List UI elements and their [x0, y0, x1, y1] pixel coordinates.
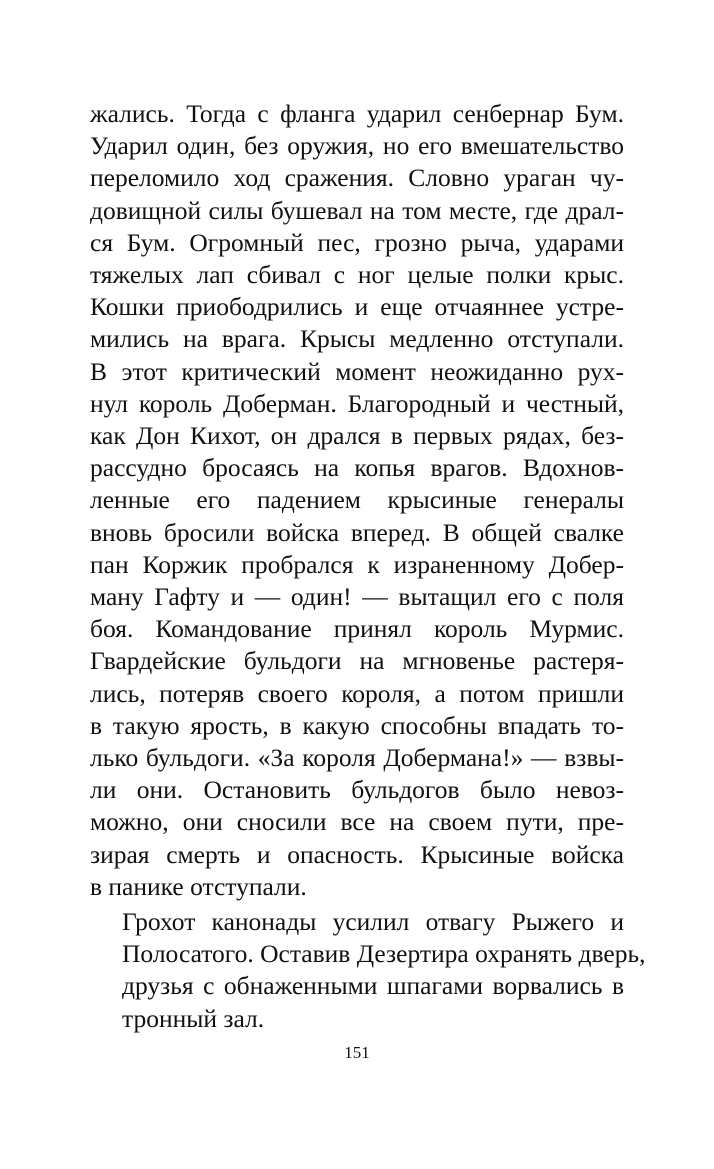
- text-line: Грохот канонады усилил отвагу Рыжего и: [122, 907, 624, 937]
- text-line: друзья с обнаженными шпагами ворвались в: [122, 971, 624, 1001]
- text-line: пан Коржик пробрался к израненному Добер-: [90, 549, 624, 579]
- text-line: Кошки приободрились и еще отчаяннее устре-: [90, 292, 624, 322]
- text-line: Полосатого. Оставив Дезертира охранять дверь,: [122, 939, 646, 969]
- text-line: тяжелых лап сбивал с ног целые полки крыс.: [90, 260, 624, 290]
- text-line: мились на врага. Крысы медленно отступали.: [90, 324, 624, 354]
- text-line: ману Гафту и — один! — вытащил его с поля: [90, 582, 624, 612]
- text-line: в панике отступали.: [90, 871, 307, 901]
- text-line: ли они. Остановить бульдогов было невоз-: [90, 775, 624, 805]
- paragraph-2: [90, 906, 646, 1035]
- text-line: жались. Тогда с фланга ударил сенбернар Бум.: [90, 99, 624, 128]
- text-line: В этот критический момент неожиданно рух-: [90, 356, 624, 386]
- page-body: [90, 98, 646, 1035]
- text-line: ленные его падением крысиные генералы: [90, 485, 624, 515]
- text-line: тронный зал.: [122, 1003, 265, 1033]
- text-line: довищной силы бушевал на том месте, где драл-: [90, 195, 624, 225]
- text-line: нул король Доберман. Благородный и честный,: [90, 388, 624, 418]
- text-line: Гвардейские бульдоги на мгновенье растеря-: [90, 646, 624, 676]
- text-line: переломило ход сражения. Словно ураган чу-: [90, 163, 624, 193]
- paragraph-1: [90, 98, 624, 903]
- text-line: вновь бросили войска вперед. В общей свалке: [90, 517, 624, 547]
- text-line: рассудно бросаясь на копья врагов. Вдохнов-: [90, 453, 624, 483]
- page-number: 151: [344, 1043, 370, 1062]
- text-line: в такую ярость, в какую способны впадать то-: [90, 710, 624, 740]
- text-line: можно, они сносили все на своем пути, пре-: [90, 807, 624, 837]
- text-line: Ударил один, без оружия, но его вмешательство: [90, 131, 624, 161]
- text-line: лись, потеряв своего короля, а потом пришли: [90, 678, 624, 708]
- text-line: боя. Командование принял король Мурмис.: [90, 614, 624, 644]
- text-line: ся Бум. Огромный пес, грозно рыча, ударами: [90, 227, 624, 257]
- text-line: лько бульдоги. «За короля Добермана!» — взвы-: [90, 743, 624, 773]
- text-line: как Дон Кихот, он дрался в первых рядах, без-: [90, 421, 624, 451]
- text-line: зирая смерть и опасность. Крысиные войска: [90, 839, 624, 869]
